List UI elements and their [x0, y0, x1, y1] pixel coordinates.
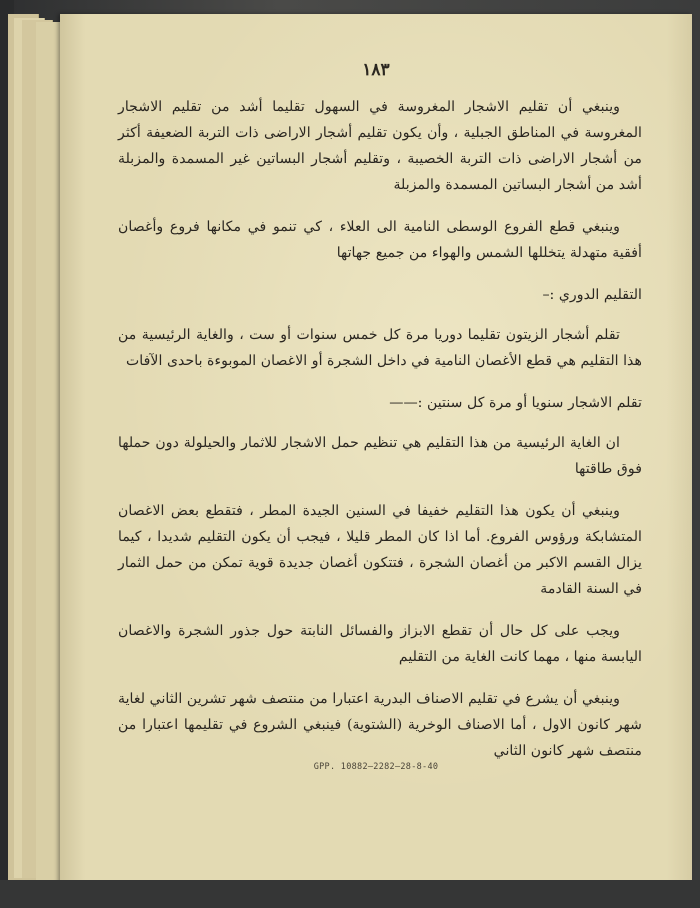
paragraph: وينبغي أن يشرع في تقليم الاصناف البدرية اعتبارا من منتصف شهر تشرين الثاني لغاية شهر كانون الاول ، أما الاصناف الوخرية (الشتوية) فينبغي الشروع في تقليمها اعتبارا من منتصف شهر كانون الثاني	[118, 691, 642, 759]
printer-code: GPP. 10882—2282—28-8-40	[313, 762, 439, 772]
book-bottom-edge	[0, 880, 700, 908]
paragraph: وينبغي أن تقليم الاشجار المغروسة في السهول تقليما أشد من تقليم الاشجار المغروسة في المناطق الجبلية ، وأن يكون تقليم أشجار الاراضى ذات التربة الضعيفة أكثر من أشجار الاراضى ذات التربة الخصيبة ، وتقليم أشجار البساتين غير المسمدة والمزبلة أشد من أشجار البساتين المسمدة والمزبلة	[118, 99, 642, 193]
page-body	[118, 94, 642, 780]
section-heading: تقلم الاشجار سنويا أو مرة كل سنتين :——	[389, 395, 642, 411]
paragraph: وينبغي أن يكون هذا التقليم خفيفا في السنين الجيدة المطر ، فتقطع بعض الاغصان المتشابكة ورؤوس الفروع. أما اذا كان المطر قليلا ، فيجب أن يكون التقليم شديدا ، كيما يزال القسم الاكبر من أغصان الشجرة ، فتتكون أغصان جديدة قوية تمكن من حمل الثمار في السنة القادمة	[118, 503, 642, 597]
section-heading: التقليم الدوري :–	[542, 287, 642, 303]
paragraph: تقلم أشجار الزيتون تقليما دوريا مرة كل خمس سنوات أو ست ، والغاية الرئيسية من هذا التقليم هي قطع الأغصان النامية في داخل الشجرة أو الاغصان الموبوءة باحدى الآفات	[118, 327, 642, 369]
paragraph: وينبغي قطع الفروع الوسطى النامية الى العلاء ، كي تنمو في مكانها فروع وأغصان أفقية متهدلة يتخللها الشمس والهواء من جميع جهاتها	[118, 219, 642, 261]
paragraph: ويجب على كل حال أن تقطع الابزاز والفسائل النابتة حول جذور الشجرة والاغصان اليابسة منها ، مهما كانت الغاية من التقليم	[118, 623, 642, 665]
page-number: ١٨٣	[362, 60, 390, 80]
paragraph: ان الغاية الرئيسية من هذا التقليم هي تنظيم حمل الاشجار للاثمار والحيلولة دون حملها فوق طاقتها	[118, 435, 642, 477]
page-edge	[36, 22, 63, 882]
book-page	[60, 14, 692, 886]
